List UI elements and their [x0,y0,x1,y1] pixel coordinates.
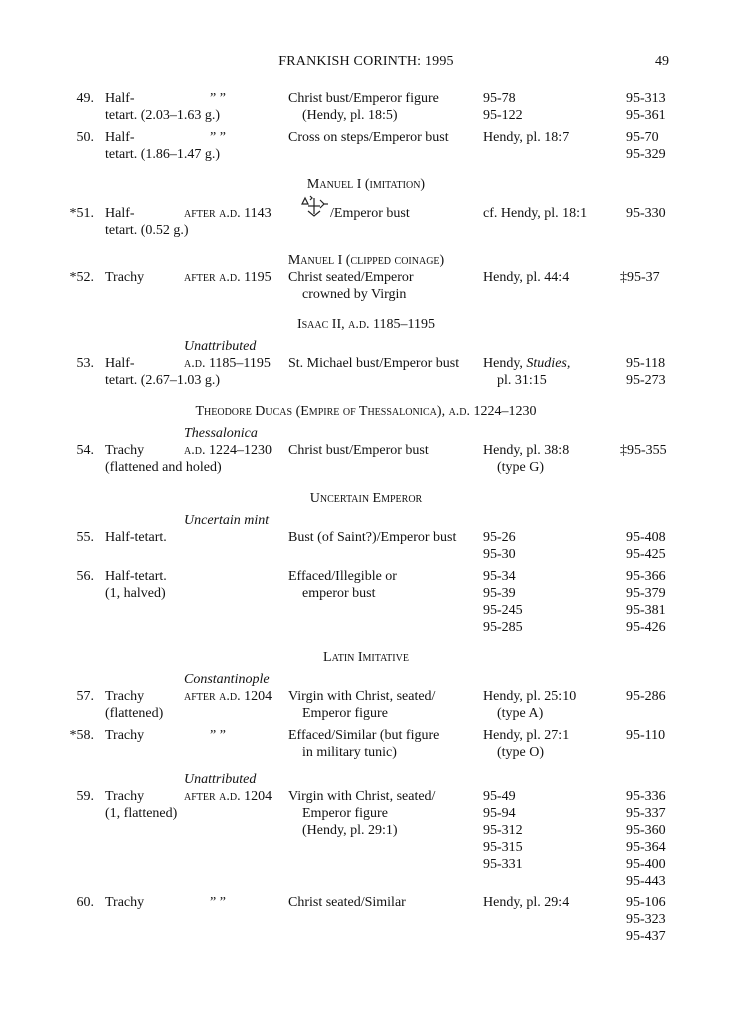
inventory-number: 95-313 [626,91,666,106]
reference: Hendy, pl. 27:1 [483,728,570,743]
coin-type: Christ bust/Emperor bust [288,443,429,458]
coin-type: Christ seated/Similar [288,895,406,910]
denomination-weight: tetart. (2.03–1.63 g.) [105,108,221,123]
inventory-number: 95-118 [626,356,666,371]
date: after a.d. 1204 [184,789,273,804]
inventory-number: ‡95-355 [620,443,667,458]
coin-type-cont: emperor bust [302,586,376,601]
reference: 95-49 [483,789,516,804]
entry-number: *58. [69,728,94,743]
coin-type-cont: in military tunic) [302,745,397,760]
entry-number: 55. [76,530,94,545]
coin-type-cont: (Hendy, pl. 29:1) [302,823,398,838]
entry-number: *52. [69,270,94,285]
reference: 95-315 [483,840,523,855]
reference: Hendy, pl. 18:7 [483,130,570,145]
mint-label: Unattributed [184,339,257,354]
mint-label: Uncertain mint [184,513,270,528]
denomination: Trachy [105,689,145,704]
reference: 95-78 [483,91,516,106]
reference: (type A) [497,706,544,721]
inventory-number: 95-273 [626,373,666,388]
entry-number: 49. [76,91,94,106]
reference: (type G) [497,460,545,475]
section-heading: Isaac II, a.d. 1185–1195 [296,317,436,332]
denomination-note: (1, flattened) [105,806,178,821]
section-heading: Manuel I (clipped coinage) [287,253,445,268]
date: after a.d. 1204 [184,689,273,704]
reference: Hendy, pl. 38:8 [483,443,570,458]
monogram-icon [298,194,330,220]
entry-number: 56. [76,569,94,584]
date: after a.d. 1195 [184,270,272,285]
denomination: Trachy [105,895,145,910]
date: after a.d. 1143 [184,206,272,221]
denomination: Half-tetart. [105,530,167,545]
inventory-number: 95-443 [626,874,666,889]
reference: 95-122 [483,108,523,123]
denomination: Half- [105,206,135,221]
denomination-weight: tetart. (1.86–1.47 g.) [105,147,221,162]
inventory-number: 95-408 [626,530,666,545]
inventory-number: 95-366 [626,569,666,584]
inventory-number: 95-361 [626,108,666,123]
reference: 95-285 [483,620,523,635]
inventory-number: 95-286 [626,689,666,704]
ditto-marks: ” ” [210,895,226,910]
reference: 95-26 [483,530,516,545]
denomination: Half-tetart. [105,569,167,584]
entry-number: *51. [69,206,94,221]
denomination-note: (1, halved) [105,586,166,601]
denomination: Trachy [105,789,145,804]
reference: 95-94 [483,806,516,821]
coin-type: /Emperor bust [330,206,410,221]
section-heading: Uncertain Emperor [309,491,423,506]
mint-label: Constantinople [184,672,270,687]
inventory-number: 95-379 [626,586,666,601]
entry-number: 60. [76,895,94,910]
inventory-number: 95-381 [626,603,666,618]
reference: Hendy, pl. 29:4 [483,895,570,910]
inventory-number: 95-364 [626,840,666,855]
denomination-note: (flattened) [105,706,164,721]
inventory-number: 95-360 [626,823,666,838]
inventory-number: 95-106 [626,895,666,910]
denomination-weight: tetart. (2.67–1.03 g.) [105,373,221,388]
ditto-marks: ” ” [210,91,226,106]
inventory-number: 95-330 [626,206,666,221]
entry-number: 54. [76,443,94,458]
reference: (type O) [497,745,545,760]
coin-type: Bust (of Saint?)/Emperor bust [288,530,457,545]
reference-title: Studies, [526,356,571,371]
coin-type: Christ seated/Emperor [288,270,414,285]
entry-number: 53. [76,356,94,371]
inventory-number: 95-110 [626,728,666,743]
reference: 95-331 [483,857,523,872]
coin-type: Virgin with Christ, seated/ [288,689,436,704]
inventory-number: 95-425 [626,547,666,562]
mint-label: Unattributed [184,772,257,787]
date: a.d. 1224–1230 [184,443,272,458]
entry-number: 57. [76,689,94,704]
coin-type: St. Michael bust/Emperor bust [288,356,460,371]
reference [483,355,570,372]
denomination: Trachy [105,728,145,743]
coin-type: Cross on steps/Emperor bust [288,130,449,145]
denomination: Half- [105,91,135,106]
denomination: Trachy [105,443,145,458]
section-heading: Theodore Ducas (Empire of Thessalonica), a.d. 1224–1230 [195,404,537,419]
coin-type: Christ bust/Emperor figure [288,91,439,106]
mint-label: Thessalonica [184,426,258,441]
denomination: Half- [105,356,135,371]
coin-type-cont: (Hendy, pl. 18:5) [302,108,398,123]
section-heading: Latin Imitative [323,650,409,665]
inventory-number: 95-329 [626,147,666,162]
coin-type: Effaced/Illegible or [288,569,397,584]
inventory-number: 95-337 [626,806,666,821]
coin-type-cont: crowned by Virgin [302,287,407,302]
coin-type-cont: Emperor figure [302,706,388,721]
denomination-weight: tetart. (0.52 g.) [105,223,189,238]
running-title: FRANKISH CORINTH: 1995 [278,54,454,69]
page-number: 49 [655,54,669,69]
reference: cf. Hendy, pl. 18:1 [483,206,588,221]
denomination: Trachy [105,270,145,285]
inventory-number: 95-437 [626,929,666,944]
denomination-note: (flattened and holed) [105,460,222,475]
reference-author: Hendy, [483,356,527,371]
denomination: Half- [105,130,135,145]
coin-type: Effaced/Similar (but figure [288,728,440,743]
coin-type: Virgin with Christ, seated/ [288,789,436,804]
ditto-marks: ” ” [210,130,226,145]
date: a.d. 1185–1195 [184,356,271,371]
section-heading: Manuel I (imitation) [306,177,426,192]
reference: 95-39 [483,586,516,601]
reference: Hendy, pl. 44:4 [483,270,570,285]
inventory-number: 95-400 [626,857,666,872]
reference: 95-245 [483,603,523,618]
entry-number: 59. [76,789,94,804]
inventory-number: 95-323 [626,912,666,927]
entry-number: 50. [76,130,94,145]
reference: 95-30 [483,547,516,562]
inventory-number: ‡95-37 [620,270,660,285]
reference: Hendy, pl. 25:10 [483,689,577,704]
reference: 95-312 [483,823,523,838]
inventory-number: 95-426 [626,620,666,635]
reference: pl. 31:15 [497,373,547,388]
coin-type-cont: Emperor figure [302,806,388,821]
ditto-marks: ” ” [210,728,226,743]
reference: 95-34 [483,569,516,584]
inventory-number: 95-70 [626,130,659,145]
inventory-number: 95-336 [626,789,666,804]
